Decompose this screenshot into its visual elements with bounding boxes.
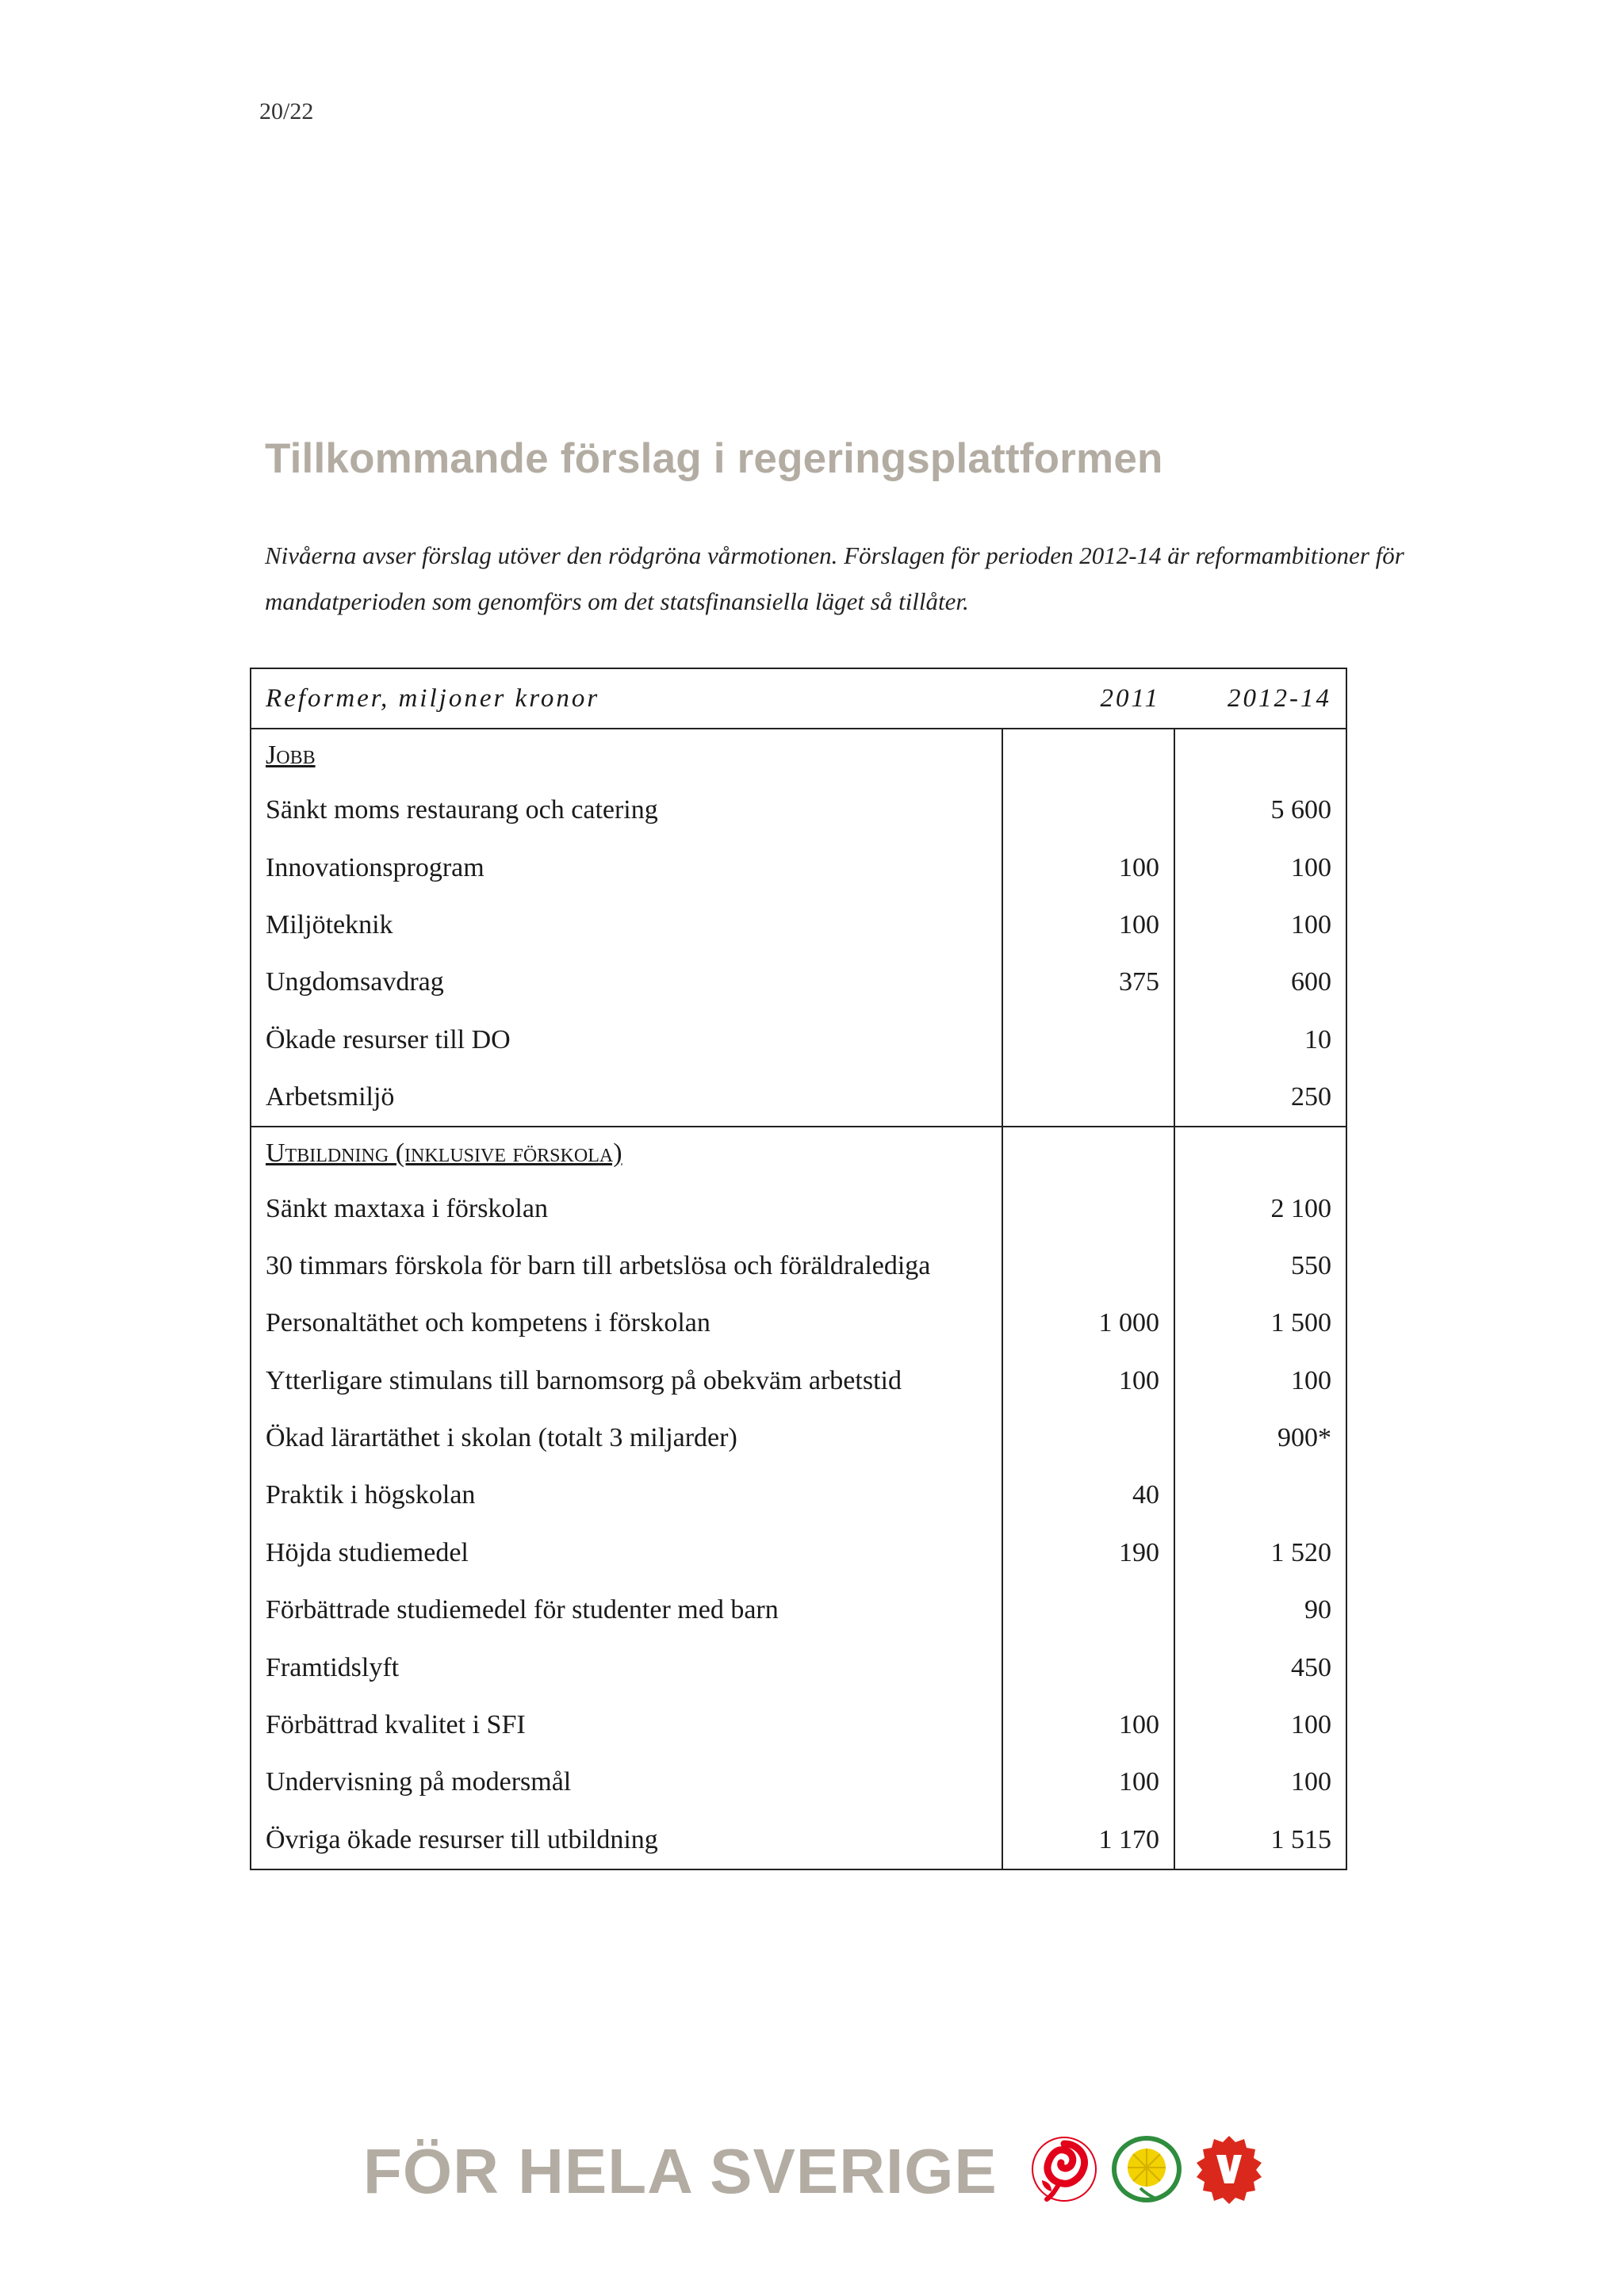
section-header-row [251, 729, 1346, 782]
rose-logo-icon [1028, 2133, 1101, 2210]
table-row [251, 1639, 1346, 1696]
value-2011 [1002, 782, 1174, 839]
section-title: Jobb [251, 729, 1002, 782]
value-2012-14: 100 [1174, 1697, 1346, 1754]
table-row [251, 1238, 1346, 1295]
table-row [251, 839, 1346, 896]
table-row [251, 1353, 1346, 1410]
value-2012-14: 1 520 [1174, 1525, 1346, 1582]
table-row [251, 1525, 1346, 1582]
value-2011: 190 [1002, 1525, 1174, 1582]
table-row [251, 1295, 1346, 1352]
reform-label: Miljöteknik [251, 897, 1002, 954]
page-number: 20/22 [259, 98, 314, 124]
value-2012-14: 100 [1174, 839, 1346, 896]
table-row [251, 1012, 1346, 1069]
value-2012-14: 550 [1174, 1238, 1346, 1295]
value-2012-14: 100 [1174, 897, 1346, 954]
value-2012-14: 90 [1174, 1582, 1346, 1639]
value-2011 [1002, 1069, 1174, 1127]
value-2011: 100 [1002, 1754, 1174, 1811]
reform-label: Övriga ökade resurser till utbildning [251, 1812, 1002, 1869]
section-title: Utbildning (inklusive förskola) [251, 1127, 1002, 1180]
value-2012-14: 450 [1174, 1639, 1346, 1696]
page-title: Tillkommande förslag i regeringsplattformen [265, 435, 1163, 482]
table-body [251, 729, 1346, 1869]
value-2012-14 [1174, 1467, 1346, 1524]
table-row [251, 1812, 1346, 1869]
value-2011 [1002, 1639, 1174, 1696]
value-2012-14: 100 [1174, 1353, 1346, 1410]
section-header-row [251, 1127, 1346, 1180]
value-2012-14: 600 [1174, 954, 1346, 1011]
reform-label: Ökade resurser till DO [251, 1012, 1002, 1069]
intro-paragraph: Nivåerna avser förslag utöver den rödgröna vårmotionen. Förslagen för perioden 2012-14 är reformambitioner för mandatperioden som genomförs om det statsfinansiella läget så tillåter. [265, 541, 1404, 615]
table-row [251, 1754, 1346, 1811]
value-2012-14: 5 600 [1174, 782, 1346, 839]
table-row [251, 1467, 1346, 1524]
reform-label: Innovationsprogram [251, 839, 1002, 896]
value-2011 [1002, 1180, 1174, 1237]
value-2011: 40 [1002, 1467, 1174, 1524]
reform-label: Ökad lärartäthet i skolan (totalt 3 miljarder) [251, 1410, 1002, 1467]
value-2012-14: 250 [1174, 1069, 1346, 1127]
reform-label: Höjda studiemedel [251, 1525, 1002, 1582]
table-row [251, 1582, 1346, 1639]
reform-label: Sänkt moms restaurang och catering [251, 782, 1002, 839]
section-empty-cell [1002, 729, 1174, 782]
table-header-row [251, 668, 1346, 729]
dandelion-logo-icon [1109, 2133, 1185, 2210]
value-2012-14: 1 515 [1174, 1812, 1346, 1869]
table-row [251, 897, 1346, 954]
value-2012-14: 900* [1174, 1410, 1346, 1467]
value-2011 [1002, 1410, 1174, 1467]
reform-label: 30 timmars förskola för barn till arbetslösa och föräldralediga [251, 1238, 1002, 1295]
reform-label: Ungdomsavdrag [251, 954, 1002, 1011]
value-2011: 100 [1002, 897, 1174, 954]
value-2011: 375 [1002, 954, 1174, 1011]
reform-label: Undervisning på modersmål [251, 1754, 1002, 1811]
reform-label: Personaltäthet och kompetens i förskolan [251, 1295, 1002, 1352]
value-2011 [1002, 1582, 1174, 1639]
table-row [251, 1697, 1346, 1754]
value-2011: 100 [1002, 1353, 1174, 1410]
value-2011: 100 [1002, 839, 1174, 896]
value-2011 [1002, 1012, 1174, 1069]
value-2011: 1 000 [1002, 1295, 1174, 1352]
table-row [251, 782, 1346, 839]
table-row [251, 1180, 1346, 1237]
section-empty-cell [1002, 1127, 1174, 1180]
header-2012-14: 2012-14 [1174, 668, 1346, 729]
v-logo-icon [1193, 2133, 1266, 2210]
table-row [251, 1410, 1346, 1467]
value-2012-14: 1 500 [1174, 1295, 1346, 1352]
reform-label: Ytterligare stimulans till barnomsorg på obekväm arbetstid [251, 1353, 1002, 1410]
value-2011 [1002, 1238, 1174, 1295]
value-2011: 100 [1002, 1697, 1174, 1754]
value-2012-14: 100 [1174, 1754, 1346, 1811]
header-reforms: Reformer, miljoner kronor [251, 668, 1002, 729]
section-empty-cell [1174, 729, 1346, 782]
footer [363, 2133, 1266, 2210]
reform-label: Förbättrade studiemedel för studenter med barn [251, 1582, 1002, 1639]
section-empty-cell [1174, 1127, 1346, 1180]
value-2011: 1 170 [1002, 1812, 1174, 1869]
value-2012-14: 10 [1174, 1012, 1346, 1069]
table-row [251, 1069, 1346, 1127]
value-2012-14: 2 100 [1174, 1180, 1346, 1237]
reforms-table [250, 668, 1347, 1870]
footer-slogan: FÖR HELA SVERIGE [363, 2135, 998, 2206]
reform-label: Arbetsmiljö [251, 1069, 1002, 1127]
reform-label: Framtidslyft [251, 1639, 1002, 1696]
reform-label: Praktik i högskolan [251, 1467, 1002, 1524]
header-2011: 2011 [1002, 668, 1174, 729]
reform-label: Förbättrad kvalitet i SFI [251, 1697, 1002, 1754]
table-row [251, 954, 1346, 1011]
reform-label: Sänkt maxtaxa i förskolan [251, 1180, 1002, 1237]
